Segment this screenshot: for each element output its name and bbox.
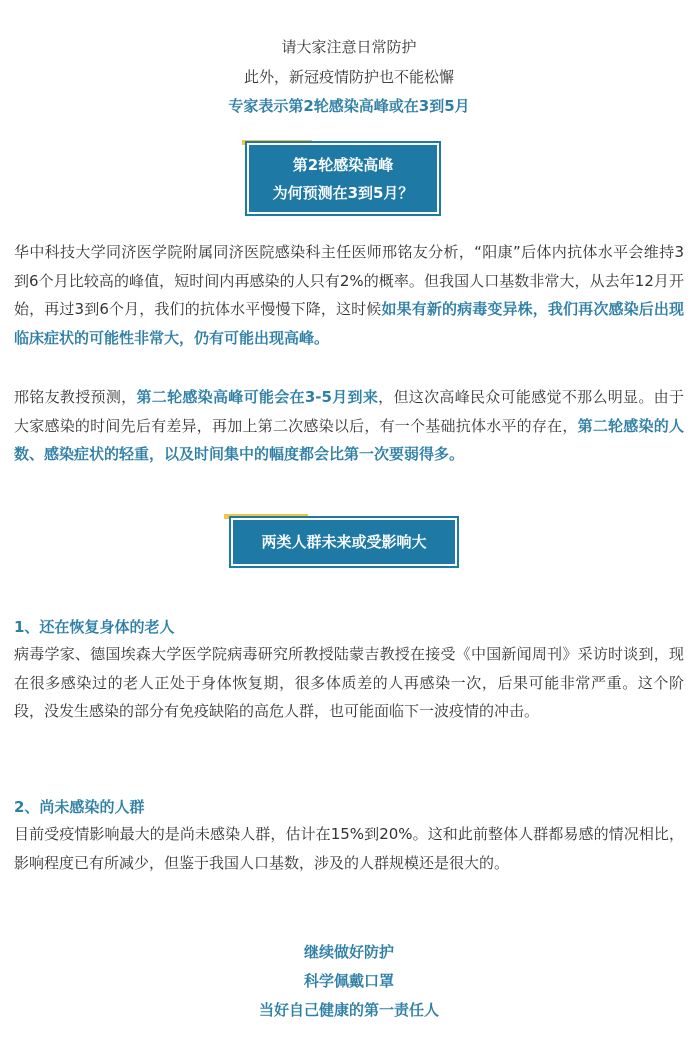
paragraph-2-text-b: ，但这次高峰民众可能感觉不那么明显。由于大家感染的时间先后有差异，再加上第二次感染以后，有一个基础抗体水平的存在， xyxy=(14,388,684,435)
paragraph-2 xyxy=(14,383,684,469)
paragraph-1 xyxy=(14,238,684,352)
paragraph-1-text: 华中科技大学同济医学院附属同济医院感染科主任医师邢铭友分析，“阳康”后体内抗体水平会维持3到6个月比较高的峰值，短时间内再感染的人只有2%的概率。但我国人口基数非常大，从去年12月开始，再过3到6个月，我们的抗体水平慢慢下降，这时候 xyxy=(14,243,684,318)
closing-line-2: 科学佩戴口罩 xyxy=(303,972,394,990)
paragraph-2-highlight-b: 第二轮感染的人数、感染症状的轻重，以及时间集中的幅度都会比第一次要弱得多。 xyxy=(14,416,684,463)
paragraph-2-text-a: 邢铭友教授预测， xyxy=(14,388,137,406)
intro-headline: 专家表示第2轮感染高峰或在3到5月 xyxy=(228,97,470,115)
paragraph-1-highlight: 如果有新的病毒变异株，我们再次感染后出现临床症状的可能性非常大，仍有可能出现高峰。 xyxy=(14,300,684,347)
closing-line-1: 继续做好防护 xyxy=(303,943,394,961)
section-1-text: 病毒学家、德国埃森大学医学院病毒研究所教授陆蒙吉教授在接受《中国新闻周刊》采访时谈到，现在很多感染过的老人正处于身体恢复期，很多体质差的人再感染一次，后果可能非常严重。这个阶段，没发生感染的部分有免疫缺陷的高危人群，也可能面临下一波疫情的冲击。 xyxy=(14,645,684,720)
section-2-title: 2、尚未感染的人群 xyxy=(14,798,145,816)
box1-line-1: 第2轮感染高峰 xyxy=(292,156,394,174)
section-1-title: 1、还在恢复身体的老人 xyxy=(14,618,175,636)
closing-line-3: 当好自己健康的第一责任人 xyxy=(258,1001,439,1019)
section-2-text: 目前受疫情影响最大的是尚未感染人群，估计在15%到20%。这和此前整体人群都易感的情况相比，影响程度已有所减少，但鉴于我国人口基数，涉及的人群规模还是很大的。 xyxy=(14,825,684,872)
section-heading-box-2: 两类人群未来或受影响大 xyxy=(233,520,455,564)
box1-line-2: 为何预测在3到5月？ xyxy=(272,184,414,202)
paragraph-2-highlight-a: 第二轮感染高峰可能会在3-5月到来 xyxy=(136,388,379,406)
box2-accent-bar xyxy=(224,514,308,519)
intro-line-1: 请大家注意日常防护 xyxy=(281,38,417,56)
section-heading-box-1 xyxy=(249,145,437,212)
intro-line-2: 此外，新冠疫情防护也不能松懈 xyxy=(243,68,454,86)
